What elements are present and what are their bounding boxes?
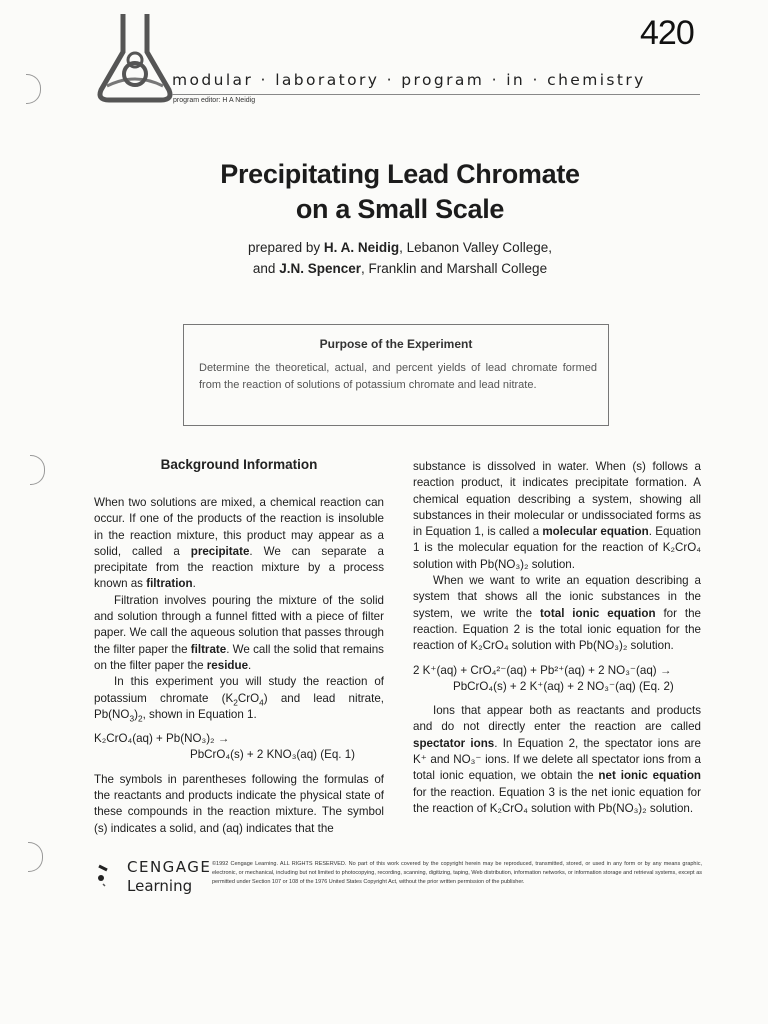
left-column — [94, 495, 384, 837]
page-title-line-2: on a Small Scale — [295, 194, 505, 224]
byline-line-2 — [120, 258, 680, 279]
affiliation-2: , Franklin and Marshall College — [360, 261, 548, 276]
program-editor: program editor: H A Neidig — [173, 97, 256, 104]
text-run: Ions that appear both as reactants and products and do not directly enter the reaction are called — [413, 704, 701, 734]
copyright-notice: ©1992 Cengage Learning. ALL RIGHTS RESERVED. No part of this work covered by the copyright herein may be reproduced, transmitted, stored, or used in any form or by any means graphic, electronic, or mechanical, including but not limited to photocopying, recording, scanning, digitizing, taping, Web distribution, information networks, or information storage and retrieval systems, except as permitted under Section 107 or 108 of the 1976 United States Copyright Act, without the prior written permission of the publisher. — [212, 861, 702, 885]
purpose-heading: Purpose of the Experiment — [319, 337, 473, 351]
paragraph-1 — [94, 495, 384, 593]
paragraph-2 — [94, 593, 384, 674]
punch-hole-mark — [30, 455, 45, 485]
term-residue: residue — [206, 658, 249, 672]
paragraph-3 — [94, 674, 384, 723]
text-run: . In Equation 2, the spectator ions are K⁺ and NO₃⁻ ions. If we delete all spectator ions from a total ionic equation, we obtain the — [413, 736, 701, 783]
text-run: ) and lead nitrate, Pb(NO — [94, 691, 384, 721]
text-run: . We can separate a precipitate from the reaction mixture by a process known as — [94, 544, 385, 591]
spacer — [413, 695, 701, 703]
byline-line-1 — [120, 237, 680, 258]
series-title: modular · laboratory · program · in · chemistry — [172, 71, 646, 89]
byline-prefix: prepared by — [248, 240, 324, 255]
term-spectator-ions: spectator ions — [413, 736, 495, 750]
text-run: for the reaction. Equation 2 is the total ionic equation for the reaction of K₂CrO₄ solution with Pb(NO₃)₂ solution. — [413, 606, 701, 653]
punch-hole-mark — [26, 74, 41, 104]
header-rule — [172, 94, 700, 95]
text-run: . Equation 1 is the molecular equation for the reaction of K₂CrO₄ solution with Pb(NO₃)₂ solution. — [413, 525, 702, 571]
subscript: 2 — [233, 696, 238, 707]
term-filtrate: filtrate — [190, 642, 227, 656]
text-run: for the reaction. Equation 3 is the net ionic equation for the reaction of K₂CrO₄ solution with Pb(NO₃)₂ solution. — [413, 785, 701, 815]
cengage-mark-icon — [95, 860, 123, 888]
spacer — [94, 723, 384, 731]
author-1: H. A. Neidig — [323, 240, 400, 255]
text-run: . — [192, 577, 196, 591]
purpose-text: Determine the theoretical, actual, and percent yields of lead chromate formed from the reaction of solutions of potassium chromate and lead nitrate. — [199, 362, 597, 391]
term-total-ionic-equation: total ionic equation — [539, 606, 656, 620]
background-heading: Background Information — [160, 457, 318, 472]
equation-1-line-1: K₂CrO₄(aq) + Pb(NO₃)₂ → — [94, 732, 230, 746]
equation-1-line-2: PbCrO₄(s) + 2 KNO₃(aq) (Eq. 1) — [190, 748, 356, 762]
paragraph-4: The symbols in parentheses following the formulas of the reactants and products indicate the physical state of these compounds in the reaction mixture. The symbol (s) indicates a solid, and (aq) indicates that the — [94, 772, 384, 835]
spacer — [413, 655, 701, 663]
subscript: 3 — [129, 713, 135, 724]
punch-hole-mark — [28, 842, 43, 872]
text-run: Filtration involves pouring the mixture of the solid and solution through a funnel fitted with a piece of filter paper. We call the aqueous solution that passes through the filter paper the — [94, 593, 384, 656]
paragraph-6 — [413, 573, 701, 654]
author-2: J.N. Spencer — [279, 261, 361, 276]
equation-2-line-1: 2 K⁺(aq) + CrO₄²⁻(aq) + Pb²⁺(aq) + 2 NO₃⁻(aq) → — [413, 663, 672, 677]
subscript: 4 — [259, 696, 264, 707]
publisher-logo-line-1: CENGAGE — [127, 858, 212, 876]
text-run: When two solutions are mixed, a chemical reaction can occur. If one of the products of the reaction is insoluble in the reaction mixture, this product may appear as a solid, called a — [94, 496, 384, 558]
term-net-ionic-equation: net ionic equation — [598, 769, 701, 783]
text-run: ) — [134, 707, 138, 721]
term-filtration: filtration — [146, 577, 193, 591]
paragraph-5 — [413, 459, 701, 573]
term-precipitate: precipitate — [190, 544, 250, 558]
spacer — [94, 764, 384, 772]
term-molecular-equation: molecular equation — [542, 525, 649, 539]
publisher-logo-line-2: Learning — [127, 877, 193, 895]
text-run: . — [248, 658, 252, 672]
affiliation-1: , Lebanon Valley College, — [399, 240, 552, 255]
page-title-line-1: Precipitating Lead Chromate — [220, 159, 580, 189]
text-run: . We call the solid that remains on the filter paper the — [94, 642, 384, 672]
equation-2-line-2: PbCrO₄(s) + 2 K⁺(aq) + 2 NO₃⁻(aq) (Eq. 2) — [453, 679, 674, 693]
text-run: In this experiment you will study the reaction of potassium chromate (K — [94, 675, 384, 705]
page-number: 420 — [640, 14, 694, 52]
text-run: , shown in Equation 1. — [142, 707, 257, 721]
text-run: When we want to write an equation describing a system that shows all the ionic substances in the system, we write the — [413, 574, 701, 620]
text-run: CrO — [237, 691, 260, 705]
paragraph-7 — [413, 703, 701, 817]
flask-logo-icon — [95, 12, 175, 104]
text-run: substance is dissolved in water. When (s) follows a reaction product, it indicates precipitate formation. A chemical equation describing a system, showing all substances in their molecular or undissociated forms as in Equation 1, is called a — [413, 460, 701, 539]
byline-and: and — [252, 261, 280, 276]
subscript: 2 — [137, 713, 143, 724]
right-column — [413, 459, 701, 817]
